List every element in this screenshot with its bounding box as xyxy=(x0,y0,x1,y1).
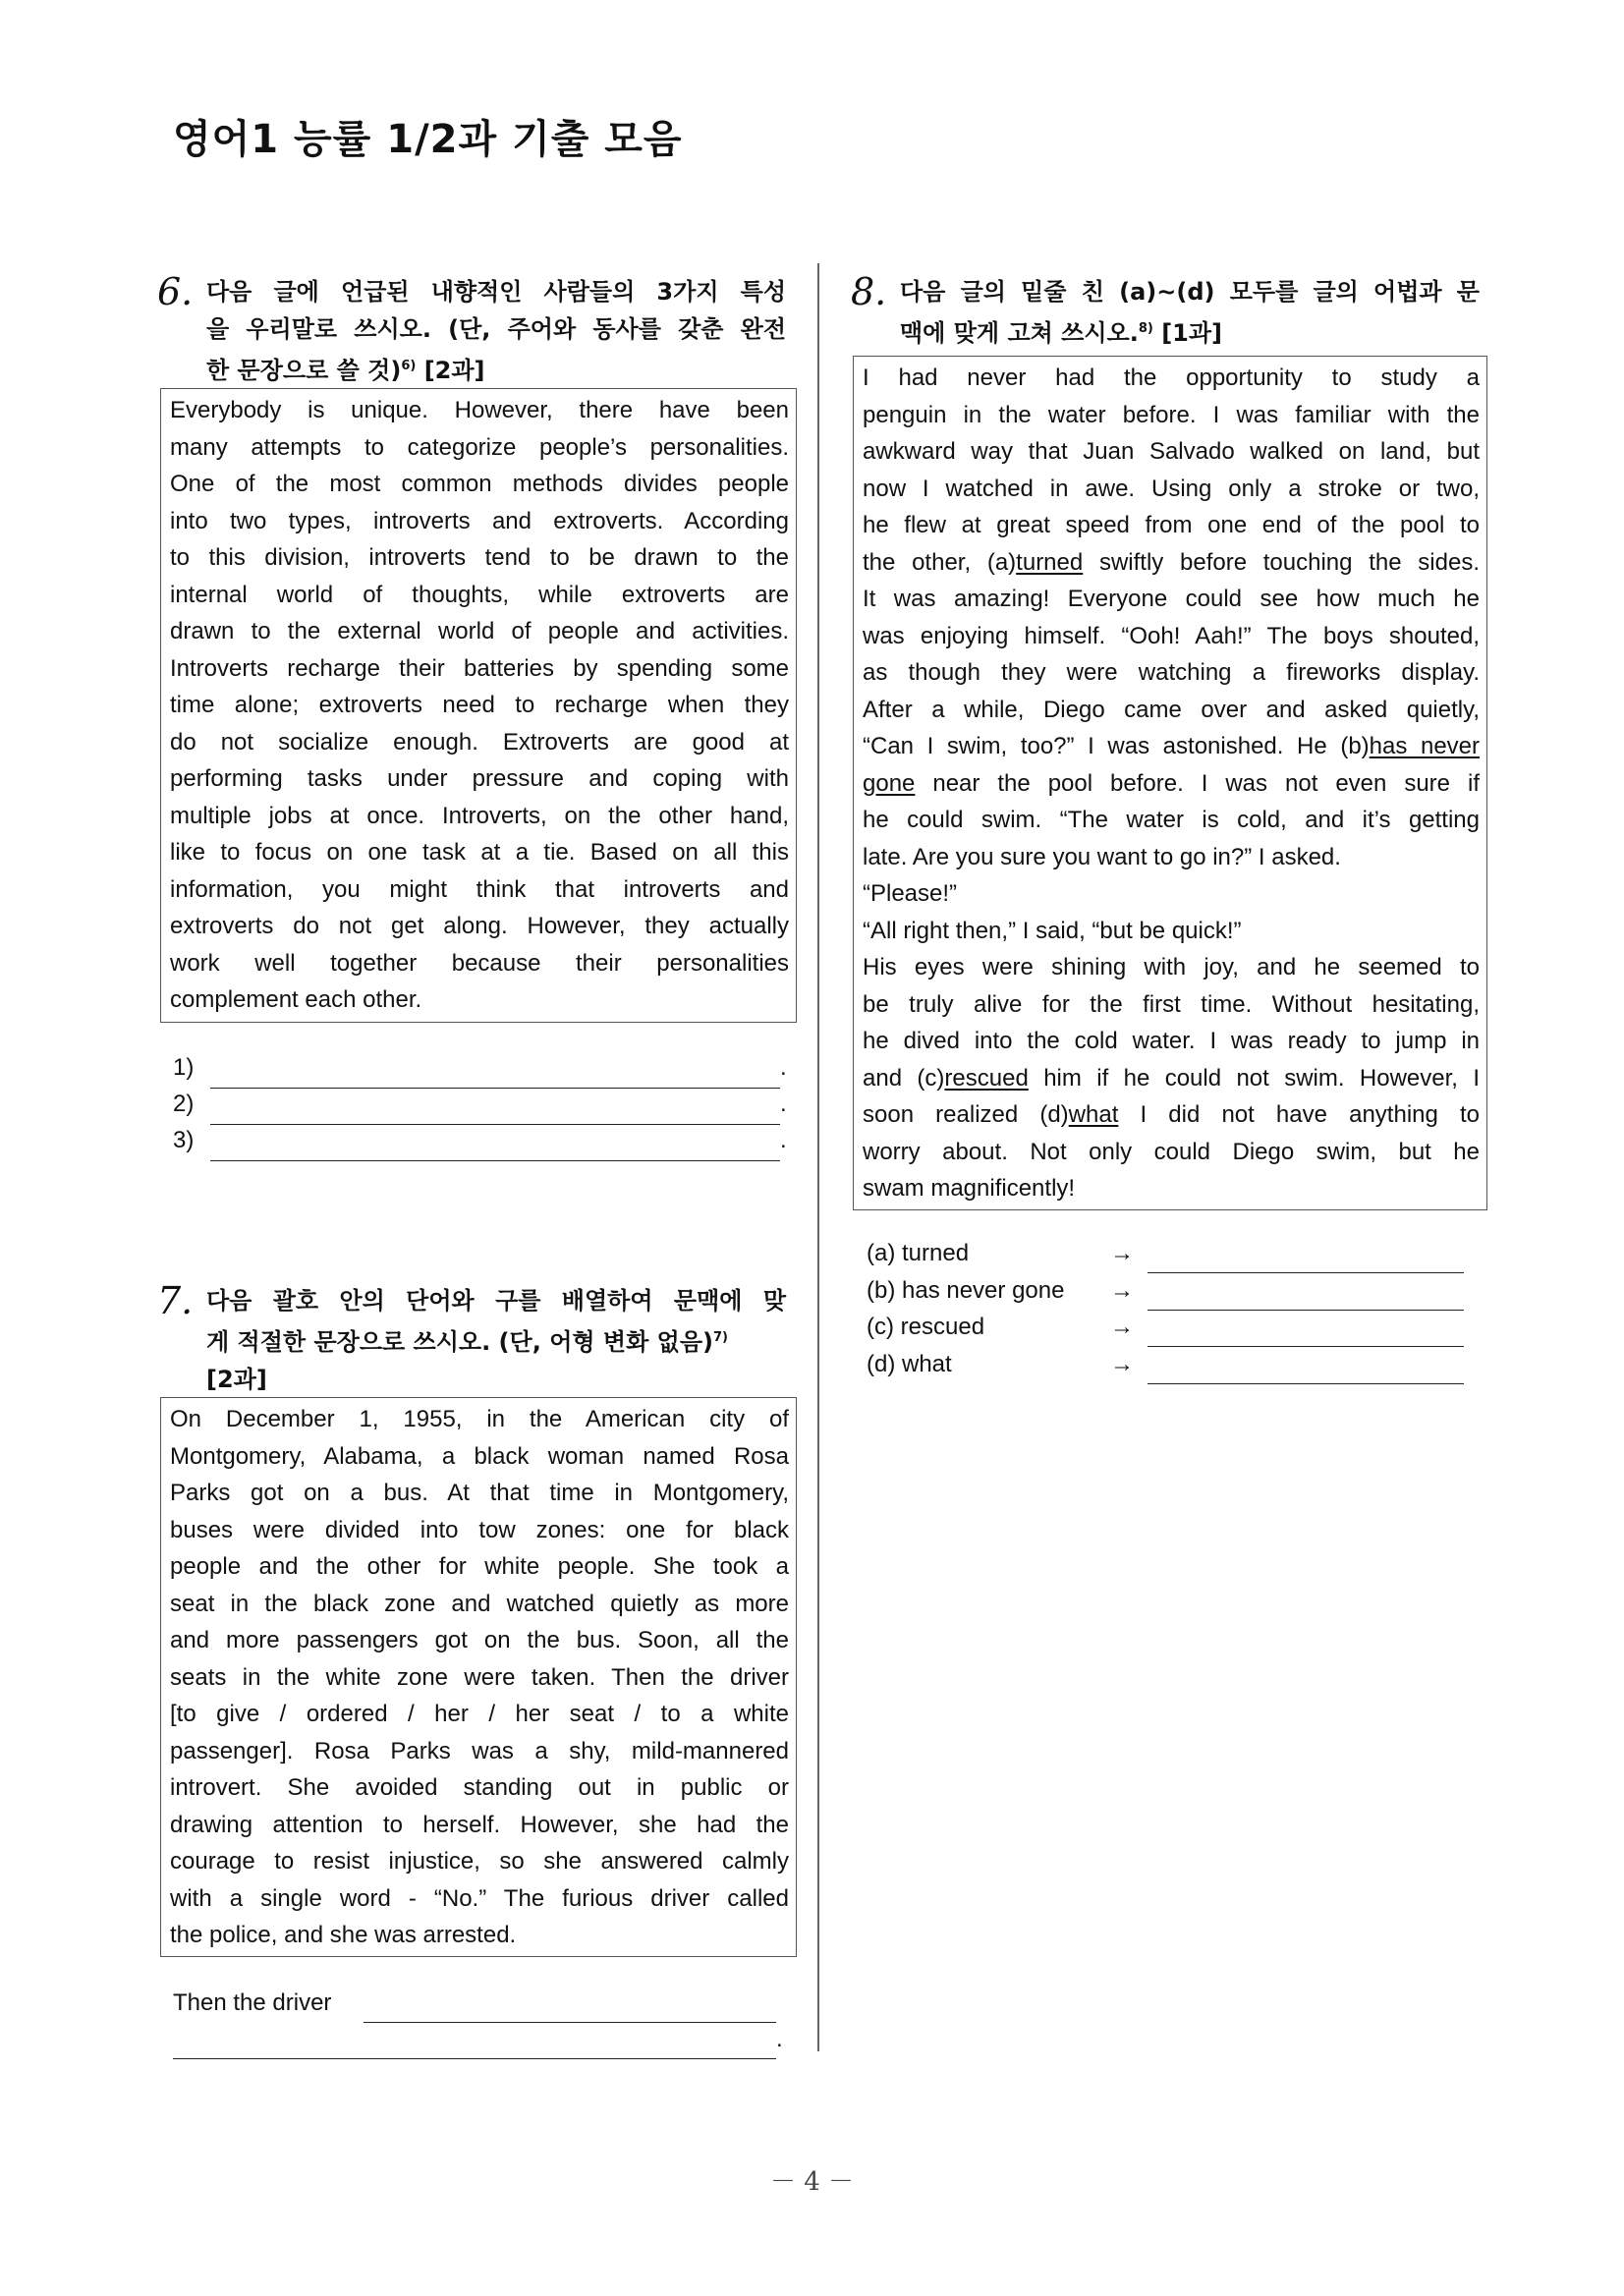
passage-text: “Can I swim, too?” I was astonished. He (b) xyxy=(863,733,1370,759)
answer-line-1[interactable] xyxy=(173,1054,194,1082)
passage-text: worry about. Not only could Diego swim, but he xyxy=(863,1138,1480,1165)
passage-line xyxy=(863,360,1480,397)
passage-line xyxy=(863,692,1480,729)
question-number: 7. xyxy=(157,1279,194,1322)
passage-line: people and the other for white people. She took a xyxy=(170,1553,789,1580)
passage-text: the other, (a) xyxy=(863,548,1017,576)
passage-text: as though they were watching a fireworks display. xyxy=(863,659,1480,686)
passage-line: One of the most common methods divides people xyxy=(170,471,789,497)
passage-text: he could swim. “The water is cold, and it’s getting xyxy=(863,807,1480,833)
passage-line: Everybody is unique. However, there have been xyxy=(170,397,789,423)
passage-text: late. Are you sure you want to go in?” I asked. xyxy=(863,843,1341,870)
passage-line: On December 1, 1955, in the American city of xyxy=(170,1406,789,1432)
passage-box xyxy=(160,388,797,1023)
prompt-line-text: 게 적절한 문장으로 쓰시오. (단, 어형 변화 없음) xyxy=(206,1328,713,1356)
answer-blank[interactable] xyxy=(1148,1272,1464,1273)
passage-line xyxy=(863,471,1480,508)
passage-text: “All right then,” I said, “but be quick!” xyxy=(863,917,1242,944)
passage-text: him if he could not swim. However, I xyxy=(1028,1064,1480,1092)
passage-line: courage to resist injustice, so she answered calmly xyxy=(170,1848,789,1875)
question-prompt xyxy=(900,273,1480,352)
passage-line: seats in the white zone were taken. Then the driver xyxy=(170,1663,789,1691)
footnote-marker: 7) xyxy=(712,1330,728,1345)
period: . xyxy=(780,1054,787,1081)
passage-line: complement each other. xyxy=(170,986,422,1013)
passage-line xyxy=(863,1023,1480,1060)
passage-text: I did not have anything to xyxy=(1118,1101,1480,1128)
arrow-icon: → xyxy=(1110,1240,1134,1266)
prompt-line-text: 한 문장으로 쓸 것) xyxy=(206,357,402,384)
passage-line: extroverts do not get along. However, they actually xyxy=(170,913,789,939)
answer-label: 3) xyxy=(173,1127,195,1153)
period: . xyxy=(776,2026,783,2052)
passage-box xyxy=(853,356,1487,1210)
passage-line: internal world of thoughts, while extroverts are xyxy=(170,581,789,608)
answer-blank[interactable] xyxy=(1148,1346,1464,1347)
question-7-header xyxy=(157,1279,786,1395)
answer-blank[interactable] xyxy=(210,1124,780,1125)
page-number: － 4 － xyxy=(769,2167,855,2197)
passage-text: penguin in the water before. I was familiar with the xyxy=(863,401,1480,428)
passage-line xyxy=(863,433,1480,471)
answer-blank[interactable] xyxy=(173,2058,776,2059)
passage-text: and (c) xyxy=(863,1064,945,1092)
passage-text: After a while, Diego came over and asked quietly, xyxy=(863,696,1480,723)
passage-line xyxy=(863,728,1480,765)
passage-line xyxy=(863,875,1480,913)
passage-line: seat in the black zone and watched quietly as more xyxy=(170,1590,789,1617)
passage-line: passenger]. Rosa Parks was a shy, mild-mannered xyxy=(170,1737,789,1764)
arrow-icon: → xyxy=(1110,1314,1134,1340)
passage-line: and more passengers got on the bus. Soon, all the xyxy=(170,1627,789,1653)
correction-label: (b) has never gone xyxy=(867,1276,1065,1304)
passage-line: multiple jobs at once. Introverts, on the other hand, xyxy=(170,802,789,829)
passage-text: His eyes were shining with joy, and he seemed to xyxy=(863,954,1480,980)
passage-line xyxy=(863,913,1480,950)
passage-line: into two types, introverts and extroverts. According xyxy=(170,507,789,534)
answer-blank[interactable] xyxy=(210,1088,780,1089)
prompt-line: 다음 글에 언급된 내향적인 사람들의 3가지 특성 xyxy=(206,278,786,306)
passage-line: do not socialize enough. Extroverts are good at xyxy=(170,728,789,756)
passage-text: swam magnificently! xyxy=(863,1175,1076,1202)
passage-text: near the pool before. I was not even sure if xyxy=(915,769,1480,797)
passage-line xyxy=(863,1170,1480,1207)
passage-line: to this division, introverts tend to be drawn to the xyxy=(170,544,789,571)
underlined-phrase: turned xyxy=(1016,548,1084,576)
prompt-line: 을 우리말로 쓰시오. (단, 주어와 동사를 갖춘 완전 xyxy=(206,315,786,343)
passage-line: the police, and she was arrested. xyxy=(170,1922,517,1948)
passage-line xyxy=(863,507,1480,544)
correction-label: (d) what xyxy=(867,1350,952,1377)
prompt-line xyxy=(206,1319,786,1361)
answer-lead: Then the driver xyxy=(173,1989,332,2016)
underlined-phrase: what xyxy=(1068,1101,1119,1128)
passage-line: like to focus on one task at a tie. Based on all this xyxy=(170,839,789,866)
passage-line: drawing attention to herself. However, she had the xyxy=(170,1811,789,1838)
column-divider xyxy=(817,263,819,2051)
points-tag: [1과] xyxy=(1161,319,1223,347)
prompt-line xyxy=(900,310,1480,352)
question-number: 8. xyxy=(851,270,887,313)
underlined-phrase: has never xyxy=(1369,733,1480,759)
passage-text: he dived into the cold water. I was ready to jump in xyxy=(863,1028,1480,1054)
question-8-header xyxy=(851,270,1480,350)
answer-line-2[interactable] xyxy=(173,1091,194,1118)
passage-line xyxy=(863,581,1480,618)
points-tag: [2과] xyxy=(423,357,485,384)
question-prompt xyxy=(206,1282,786,1398)
prompt-line xyxy=(206,348,786,389)
passage-text: swiftly before touching the sides. xyxy=(1083,548,1480,576)
passage-line: time alone; extroverts need to recharge when they xyxy=(170,692,789,718)
period: . xyxy=(780,1091,787,1117)
passage-text: soon realized (d) xyxy=(863,1101,1069,1128)
passage-line xyxy=(863,986,1480,1024)
passage-line xyxy=(863,397,1480,434)
passage-line: Parks got on a bus. At that time in Montgomery, xyxy=(170,1480,789,1506)
passage-line xyxy=(863,949,1480,986)
points-tag: [2과] xyxy=(206,1366,267,1393)
answer-blank[interactable] xyxy=(1148,1383,1464,1384)
passage-text: “Please!” xyxy=(863,880,958,907)
answer-label: 2) xyxy=(173,1091,195,1117)
answer-line-3[interactable] xyxy=(173,1127,194,1154)
passage-line: work well together because their personalities xyxy=(170,949,789,977)
question-prompt xyxy=(206,273,786,389)
underlined-phrase: rescued xyxy=(944,1064,1029,1092)
footnote-marker: 8) xyxy=(1138,321,1153,336)
passage-line xyxy=(863,544,1480,582)
passage-text: now I watched in awe. Using only a stroke or two, xyxy=(863,475,1480,502)
passage-line xyxy=(863,1134,1480,1171)
answer-blank[interactable] xyxy=(364,2022,776,2023)
prompt-line: 다음 글의 밑줄 친 (a)~(d) 모두를 글의 어법과 문 xyxy=(900,278,1480,306)
answer-blank[interactable] xyxy=(210,1160,780,1161)
passage-text: be truly alive for the first time. Without hesitating, xyxy=(863,990,1480,1018)
passage-line: many attempts to categorize people’s personalities. xyxy=(170,433,789,461)
passage-line: [to give / ordered / her / her seat / to a white xyxy=(170,1701,789,1727)
passage-line xyxy=(863,802,1480,839)
passage-line: buses were divided into tow zones: one for black xyxy=(170,1516,789,1543)
passage-text: was enjoying himself. “Ooh! Aah!” The boys shouted, xyxy=(863,622,1480,649)
answer-blank[interactable] xyxy=(1148,1310,1464,1311)
passage-line: Montgomery, Alabama, a black woman named Rosa xyxy=(170,1442,789,1470)
passage-line xyxy=(863,654,1480,692)
passage-text: he flew at great speed from one end of the pool to xyxy=(863,512,1480,538)
passage-line xyxy=(863,1096,1480,1134)
passage-line xyxy=(863,839,1480,876)
passage-line: Introverts recharge their batteries by spending some xyxy=(170,654,789,682)
prompt-line-text: 맥에 맞게 고쳐 쓰시오. xyxy=(900,319,1139,347)
underlined-phrase: gone xyxy=(863,769,916,797)
arrow-icon: → xyxy=(1110,1350,1134,1377)
page-title: 영어1 능률 1/2과 기출 모음 xyxy=(173,117,683,162)
question-6-header xyxy=(157,270,786,389)
passage-text: It was amazing! Everyone could see how much he xyxy=(863,586,1480,612)
prompt-line: 다음 괄호 안의 단어와 구를 배열하여 문맥에 맞 xyxy=(206,1287,786,1315)
passage-line xyxy=(863,765,1480,803)
question-number: 6. xyxy=(157,270,194,313)
correction-label: (a) turned xyxy=(867,1240,970,1266)
passage-line: with a single word - “No.” The furious driver called xyxy=(170,1884,789,1912)
passage-line: information, you might think that introverts and xyxy=(170,875,789,903)
passage-line xyxy=(863,618,1480,655)
arrow-icon: → xyxy=(1110,1276,1134,1304)
answer-label: 1) xyxy=(173,1054,195,1081)
passage-line: performing tasks under pressure and coping with xyxy=(170,765,789,792)
passage-line: drawn to the external world of people and activities. xyxy=(170,618,789,644)
passage-text: awkward way that Juan Salvado walked on land, but xyxy=(863,438,1480,465)
passage-line: introvert. She avoided standing out in public or xyxy=(170,1774,789,1801)
period: . xyxy=(780,1127,787,1153)
footnote-marker: 6) xyxy=(401,359,417,373)
passage-box xyxy=(160,1397,797,1957)
passage-line xyxy=(863,1060,1480,1097)
passage-text: I had never had the opportunity to study a xyxy=(863,364,1480,391)
correction-label: (c) rescued xyxy=(867,1314,985,1340)
